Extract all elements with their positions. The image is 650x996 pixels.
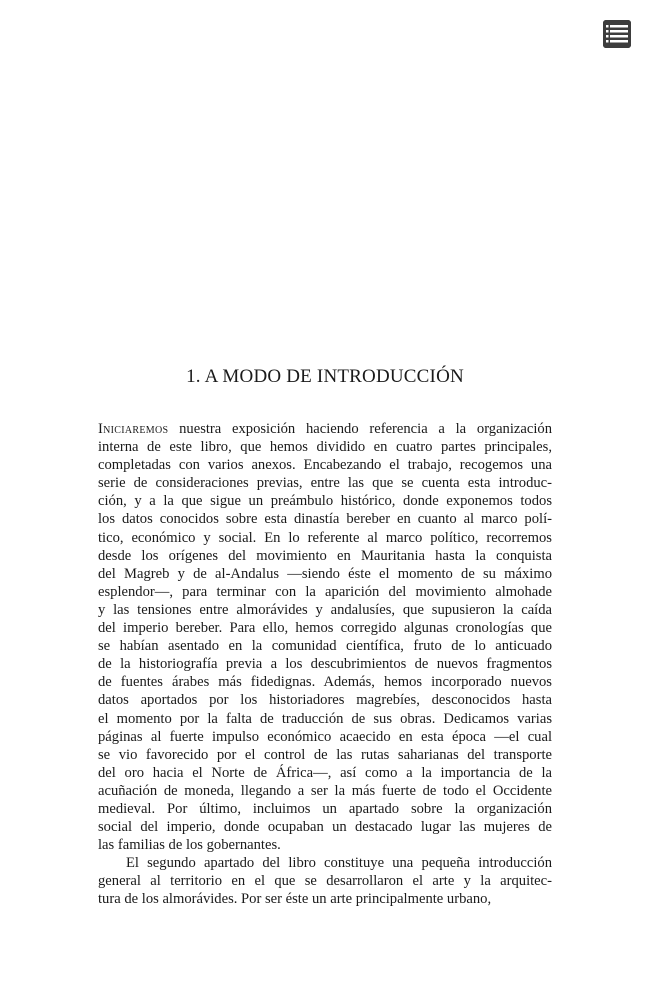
text-line: serie de consideraciones previas, entre las que se cuenta esta introduc- xyxy=(98,475,552,492)
text-line: de fuentes árabes más fidedignas. Además, hemos incorporado nuevos xyxy=(98,674,552,691)
text-line: tura de los almorávides. Por ser éste un arte principalmente urbano, xyxy=(98,891,492,908)
text-line-rest: nuestra exposición haciendo referencia a la organización xyxy=(168,421,552,437)
list-icon xyxy=(603,20,631,48)
text-line: El segundo apartado del libro constituye una pequeña introducción xyxy=(126,855,552,872)
text-line: los datos conocidos sobre esta dinastía bereber en cuanto al marco polí- xyxy=(98,511,552,528)
text-line: acuñación de moneda, llegando a ser la más fuerte de todo el Occidente xyxy=(98,782,552,799)
text-line: datos aportados por los historiadores magrebíes, desconocidos hasta xyxy=(98,692,552,709)
text-line: de la historiografía previa a los descubrimientos de nuevos fragmentos xyxy=(98,656,552,673)
text-line: se vio favorecido por el control de las rutas saharianas del transporte xyxy=(98,746,552,763)
text-line: desde los orígenes del movimiento en Mauritania hasta la conquista xyxy=(98,547,552,564)
text-line: social del imperio, donde ocupaban un destacado lugar las mujeres de xyxy=(98,819,552,836)
text-line: y las tensiones entre almorávides y andalusíes, que supusieron la caída xyxy=(98,601,552,618)
menu-button[interactable] xyxy=(603,20,631,48)
text-line: las familias de los gobernantes. xyxy=(98,837,281,854)
text-line: general al territorio en el que se desarrollaron el arte y la arquitec- xyxy=(98,873,552,890)
text-line: páginas al fuerte impulso económico acaecido en esta época —el cual xyxy=(98,728,552,745)
text-line xyxy=(98,420,552,438)
paragraph-2 xyxy=(98,854,552,908)
text-line: completadas con varios anexos. Encabezando el trabajo, recogemos una xyxy=(98,457,552,474)
paragraph-1 xyxy=(98,420,552,854)
text-line: ción, y a la que sigue un preámbulo histórico, donde exponemos todos xyxy=(98,493,552,510)
text-line: del Magreb y de al-Andalus —siendo éste el momento de su máximo xyxy=(98,565,552,582)
text-line: el momento por la falta de traducción de sus obras. Dedicamos varias xyxy=(98,710,552,727)
chapter-title: 1. A MODO DE INTRODUCCIÓN xyxy=(186,366,464,387)
text-line: interna de este libro, que hemos dividido en cuatro partes principales, xyxy=(98,439,552,456)
text-line: del imperio bereber. Para ello, hemos corregido algunas cronologías que xyxy=(98,620,552,637)
text-line: se habían asentado en la comunidad científica, fruto de lo anticuado xyxy=(98,638,552,655)
lead-word: Iniciaremos xyxy=(98,421,169,437)
body-text xyxy=(98,420,552,909)
text-line: medieval. Por último, incluimos un apartado sobre la organización xyxy=(98,800,552,817)
text-line: esplendor—, para terminar con la aparición del movimiento almohade xyxy=(98,583,552,600)
text-line: del oro hacia el Norte de África—, así como a la importancia de la xyxy=(98,764,552,781)
text-line: tico, económico y social. En lo referente al marco político, recorremos xyxy=(98,529,552,546)
